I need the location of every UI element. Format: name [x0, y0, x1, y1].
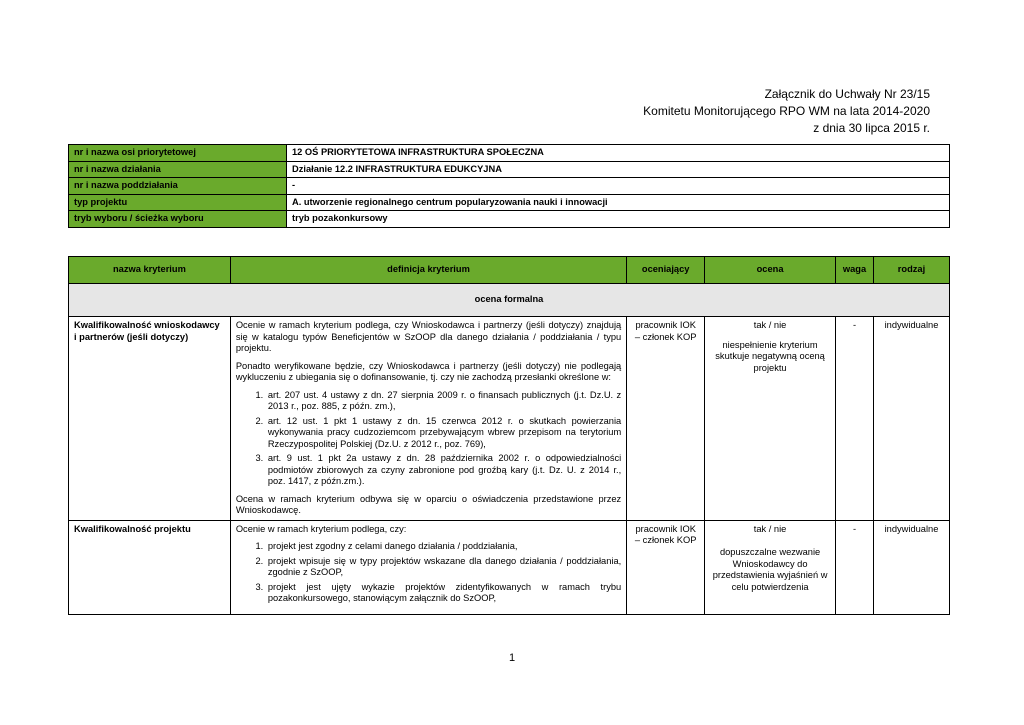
info-row	[69, 161, 950, 178]
header-criterion-name: nazwa kryterium	[69, 257, 231, 284]
info-row	[69, 194, 950, 211]
definition-list	[236, 390, 621, 488]
info-value: 12 OŚ PRIORYTETOWA INFRASTRUKTURA SPOŁECZNA	[287, 145, 950, 162]
header-weight: waga	[836, 257, 874, 284]
definition-paragraph: Ocenie w ramach kryterium podlega, czy Wnioskodawca i partnerzy (jeśli dotyczy) znajdują się w katalogu typów Beneficjentów w SzOOP dla danego działania / poddziałania / typu projektu.	[235, 320, 622, 353]
header-line-committee: Komitetu Monitorującego RPO WM na lata 2014-2020	[643, 104, 930, 118]
info-value: A. utworzenie regionalnego centrum popularyzowania nauki i innowacji	[287, 194, 950, 211]
header-score: ocena	[705, 257, 836, 284]
list-item: 2. projekt wpisuje się w typy projektów wskazane dla danego działania / poddziałania, zgodnie z SzOOP,	[266, 556, 621, 579]
criterion-type: indywidualne	[873, 520, 949, 614]
list-item: 2. art. 12 ust. 1 pkt 1 ustawy z dn. 15 czerwca 2012 r. o skutkach powierzania wykonywania pracy cudzoziemcom przebywającym wbrew przepisom na terytorium Rzeczypospolitej Polskiej (Dz.U. z 2012 r., poz. 769),	[266, 416, 621, 451]
criteria-header-row	[69, 257, 950, 284]
criterion-definition	[230, 520, 626, 614]
info-value: tryb pozakonkursowy	[287, 211, 950, 228]
definition-paragraph: Ocenie w ramach kryterium podlega, czy:	[235, 523, 407, 534]
definition-paragraph: Ocena w ramach kryterium odbywa się w oparciu o oświadczenia przedstawione przez Wnioskodawcę.	[235, 493, 622, 515]
section-row	[69, 284, 950, 317]
score-value: tak / nie	[753, 523, 787, 534]
criterion-name: Kwalifikowalność wnioskodawcy i partnerów (jeśli dotyczy)	[69, 317, 231, 521]
info-row	[69, 211, 950, 228]
definition-paragraph: Ponadto weryfikowane będzie, czy Wnioskodawca i partnerzy (jeśli dotyczy) nie podlegają wykluczeniu z ubiegania się o dofinansowanie, tj. czy nie zachodzą przesłanki określone w:	[235, 360, 622, 382]
criterion-weight: -	[836, 317, 874, 521]
document-header	[643, 86, 930, 137]
criteria-table	[68, 256, 950, 615]
criteria-row	[69, 317, 950, 521]
project-info-table	[68, 144, 950, 228]
info-label: tryb wyboru / ścieżka wyboru	[69, 211, 287, 228]
score-note: niespełnienie kryterium skutkuje negatywną oceną projektu	[715, 339, 825, 373]
list-item: 1. art. 207 ust. 4 ustawy z dn. 27 sierpnia 2009 r. o finansach publicznych (j.t. Dz.U. z 2013 r., poz. 885, z późn. zm.),	[266, 390, 621, 413]
criterion-type: indywidualne	[873, 317, 949, 521]
criterion-score	[705, 520, 836, 614]
page-number: 1	[508, 652, 516, 664]
info-label: nr i nazwa poddziałania	[69, 178, 287, 195]
section-title: ocena formalna	[69, 284, 950, 317]
definition-list	[236, 541, 621, 605]
header-criterion-definition: definicja kryterium	[230, 257, 626, 284]
criterion-definition	[230, 317, 626, 521]
criterion-assessor: pracownik IOK – członek KOP	[627, 317, 705, 521]
info-label: typ projektu	[69, 194, 287, 211]
header-type: rodzaj	[873, 257, 949, 284]
info-row	[69, 145, 950, 162]
score-note: dopuszczalne wezwanie Wnioskodawcy do przedstawienia wyjaśnień w celu potwierdzenia	[712, 547, 828, 592]
criterion-name: Kwalifikowalność projektu	[69, 520, 231, 614]
header-assessor: oceniający	[627, 257, 705, 284]
score-value: tak / nie	[753, 320, 787, 330]
list-item: 3. projekt jest ujęty wykazie projektów zidentyfikowanych w ramach trybu pozakonkursowego, stanowiącym załącznik do SzOOP,	[266, 582, 621, 605]
info-value: -	[287, 178, 950, 195]
list-item: 1. projekt jest zgodny z celami danego działania / poddziałania,	[266, 541, 621, 553]
info-label: nr i nazwa osi priorytetowej	[69, 145, 287, 162]
criteria-row	[69, 520, 950, 614]
criterion-score	[705, 317, 836, 521]
info-value: Działanie 12.2 INFRASTRUKTURA EDUKCYJNA	[287, 161, 950, 178]
info-row	[69, 178, 950, 195]
criterion-assessor: pracownik IOK – członek KOP	[627, 520, 705, 614]
criterion-weight: -	[836, 520, 874, 614]
header-line-date: z dnia 30 lipca 2015 r.	[813, 121, 930, 135]
info-label: nr i nazwa działania	[69, 161, 287, 178]
list-item: 3. art. 9 ust. 1 pkt 2a ustawy z dn. 28 października 2002 r. o odpowiedzialności podmiotów zbiorowych za czyny zabronione pod groźbą kary (j.t. Dz. U. z 2014 r., poz. 1417, z późn.zm.).	[266, 453, 621, 488]
header-line-resolution: Załącznik do Uchwały Nr 23/15	[764, 87, 930, 101]
